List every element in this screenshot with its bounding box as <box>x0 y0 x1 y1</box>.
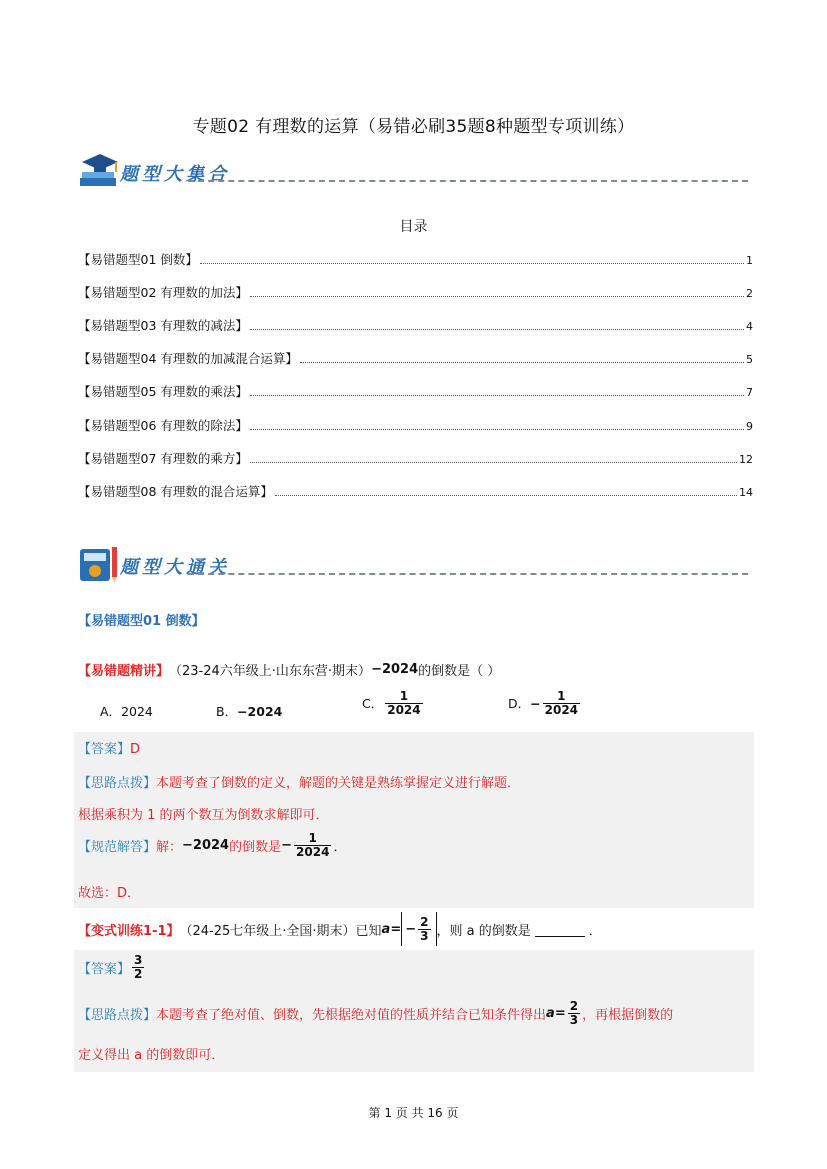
hint-line <box>78 772 520 791</box>
hint-text: 本题考查了绝对值、倒数，先根据绝对值的性质并结合已知条件得出 <box>156 1007 547 1023</box>
solution-line <box>78 832 346 858</box>
question-end: ． <box>588 923 602 939</box>
toc-item[interactable] <box>78 283 753 303</box>
denominator: 2024 <box>296 844 330 859</box>
choice-line: 故选：D． <box>78 886 141 901</box>
answer-line <box>78 954 146 980</box>
numerator: 3 <box>134 953 143 967</box>
numerator: 1 <box>308 831 317 845</box>
toc-item-page: 1 <box>746 254 753 267</box>
fraction <box>132 954 144 980</box>
hint-text: 本题考查了倒数的定义，解题的关键是熟练掌握定义进行解题． <box>156 776 521 791</box>
hint-line <box>78 1000 673 1026</box>
option-value: 2024 <box>121 703 153 719</box>
toc-item-label: 【易错题型07 有理数的乘方】 <box>78 451 248 466</box>
solution-text: 的倒数是 <box>229 839 282 855</box>
variable: a <box>381 921 391 937</box>
answer-tag: 【答案】 <box>78 742 131 757</box>
option-label: B． <box>216 704 238 719</box>
toc-item-page: 12 <box>739 453 753 466</box>
fraction <box>294 832 331 858</box>
question-tag: 【易错题精讲】 <box>78 664 170 679</box>
banner-question-types <box>78 152 748 192</box>
toc-leader <box>250 285 744 297</box>
minus-sign: − <box>405 921 417 937</box>
answer-box <box>74 950 754 1072</box>
question-tag: 【变式训练1-1】 <box>78 923 180 939</box>
question-2 <box>78 912 602 946</box>
answer-blank[interactable] <box>535 922 585 937</box>
denominator: 2024 <box>544 702 579 717</box>
toc-heading: 目录 <box>399 219 428 235</box>
minus-sign: − <box>281 837 293 853</box>
hint-text-end: ，再根据倒数的 <box>582 1007 674 1023</box>
toc-item-label: 【易错题型03 有理数的减法】 <box>78 318 248 333</box>
answer-value: D <box>130 742 141 757</box>
denominator: 2024 <box>387 702 421 717</box>
toc-item-label: 【易错题型04 有理数的加减混合运算】 <box>78 351 298 366</box>
denominator: 2 <box>134 966 143 981</box>
hint-tag: 【思路点拨】 <box>78 776 157 791</box>
question-1 <box>78 660 500 679</box>
solution-tag: 【规范解答】 <box>78 839 157 855</box>
question-stem: ，则 a 的倒数是 <box>436 923 531 939</box>
answer-tag: 【答案】 <box>78 961 131 977</box>
fraction <box>418 916 430 942</box>
toc-leader <box>275 484 737 496</box>
solution-prefix: 解： <box>156 839 183 855</box>
toc-item-page: 4 <box>746 320 753 333</box>
toc-item-label: 【易错题型01 倒数】 <box>78 252 198 267</box>
toc-item[interactable] <box>78 316 753 336</box>
denominator: 3 <box>569 1012 579 1027</box>
numerator: 1 <box>399 689 409 703</box>
equals-sign: = <box>554 1005 566 1021</box>
equals-sign: = <box>390 921 402 937</box>
denominator: 3 <box>420 928 429 943</box>
option-d[interactable] <box>508 690 582 716</box>
toc-leader <box>250 384 744 396</box>
toc-item-page: 5 <box>746 353 753 366</box>
numerator: 1 <box>557 689 566 703</box>
section-heading: 【易错题型01 倒数】 <box>78 614 205 629</box>
fraction <box>543 690 580 716</box>
toc-item-page: 14 <box>739 486 753 499</box>
toc-item-label: 【易错题型05 有理数的乘法】 <box>78 384 248 399</box>
question-expression: −2024 <box>371 662 419 677</box>
answer-line <box>78 738 140 757</box>
question-source: （23-24六年级上·山东东营·期末） <box>169 664 372 679</box>
option-a[interactable] <box>100 702 153 720</box>
banner-title: 题型大通关 <box>120 557 230 578</box>
toc-item[interactable] <box>78 416 753 436</box>
question-stem: 的倒数是（ ） <box>418 664 501 679</box>
minus-sign: − <box>530 695 541 711</box>
toc-item-page: 2 <box>746 287 753 300</box>
absolute-value <box>401 912 436 946</box>
toc-item[interactable] <box>78 482 753 502</box>
toc-leader <box>250 418 744 430</box>
toc-item-page: 9 <box>746 420 753 433</box>
option-c[interactable] <box>362 690 425 716</box>
toc-item-label: 【易错题型08 有理数的混合运算】 <box>78 484 273 499</box>
toc-item[interactable] <box>78 449 753 469</box>
banner-divider <box>188 180 748 182</box>
toc-leader <box>250 318 744 330</box>
toc-item[interactable] <box>78 382 753 402</box>
option-label: A． <box>100 704 122 719</box>
banner-practice <box>78 545 748 585</box>
numerator: 2 <box>420 914 429 929</box>
toc-item-label: 【易错题型02 有理数的加法】 <box>78 285 248 300</box>
solution-expression: −2024 <box>182 837 230 853</box>
question-source: （24-25七年级上·全国·期末）已知 <box>179 923 382 939</box>
option-b[interactable] <box>216 702 282 720</box>
numerator: 2 <box>569 999 579 1013</box>
fraction <box>568 1000 580 1026</box>
hint-line-2: 定义得出 a 的倒数即可． <box>78 1048 225 1063</box>
hint-tag: 【思路点拨】 <box>78 1007 157 1023</box>
graduation-cap-icon <box>78 152 120 192</box>
variable: a <box>546 1005 555 1021</box>
page-title: 专题02 有理数的运算（易错必刷35题8种题型专项训练） <box>192 117 635 137</box>
toc-item-label: 【易错题型06 有理数的除法】 <box>78 418 248 433</box>
banner-divider <box>188 573 748 575</box>
page-footer: 第 1 页 共 16 页 <box>368 1106 459 1120</box>
option-value: −2024 <box>237 703 283 719</box>
toc-leader <box>250 451 737 463</box>
option-label: C． <box>362 696 384 712</box>
hint-line-2: 根据乘积为 1 的两个数互为倒数求解即可． <box>78 808 329 823</box>
toc-leader <box>300 351 744 363</box>
toc-item[interactable] <box>78 349 753 369</box>
toc-leader <box>200 252 744 264</box>
banner-title: 题型大集合 <box>120 164 230 185</box>
toc-item-page: 7 <box>746 386 753 399</box>
option-label: D． <box>508 696 531 712</box>
fraction <box>385 690 422 716</box>
toc-item[interactable] <box>78 250 753 270</box>
answer-box <box>74 732 754 908</box>
solution-end: ． <box>333 839 347 855</box>
calculator-icon <box>78 545 120 585</box>
